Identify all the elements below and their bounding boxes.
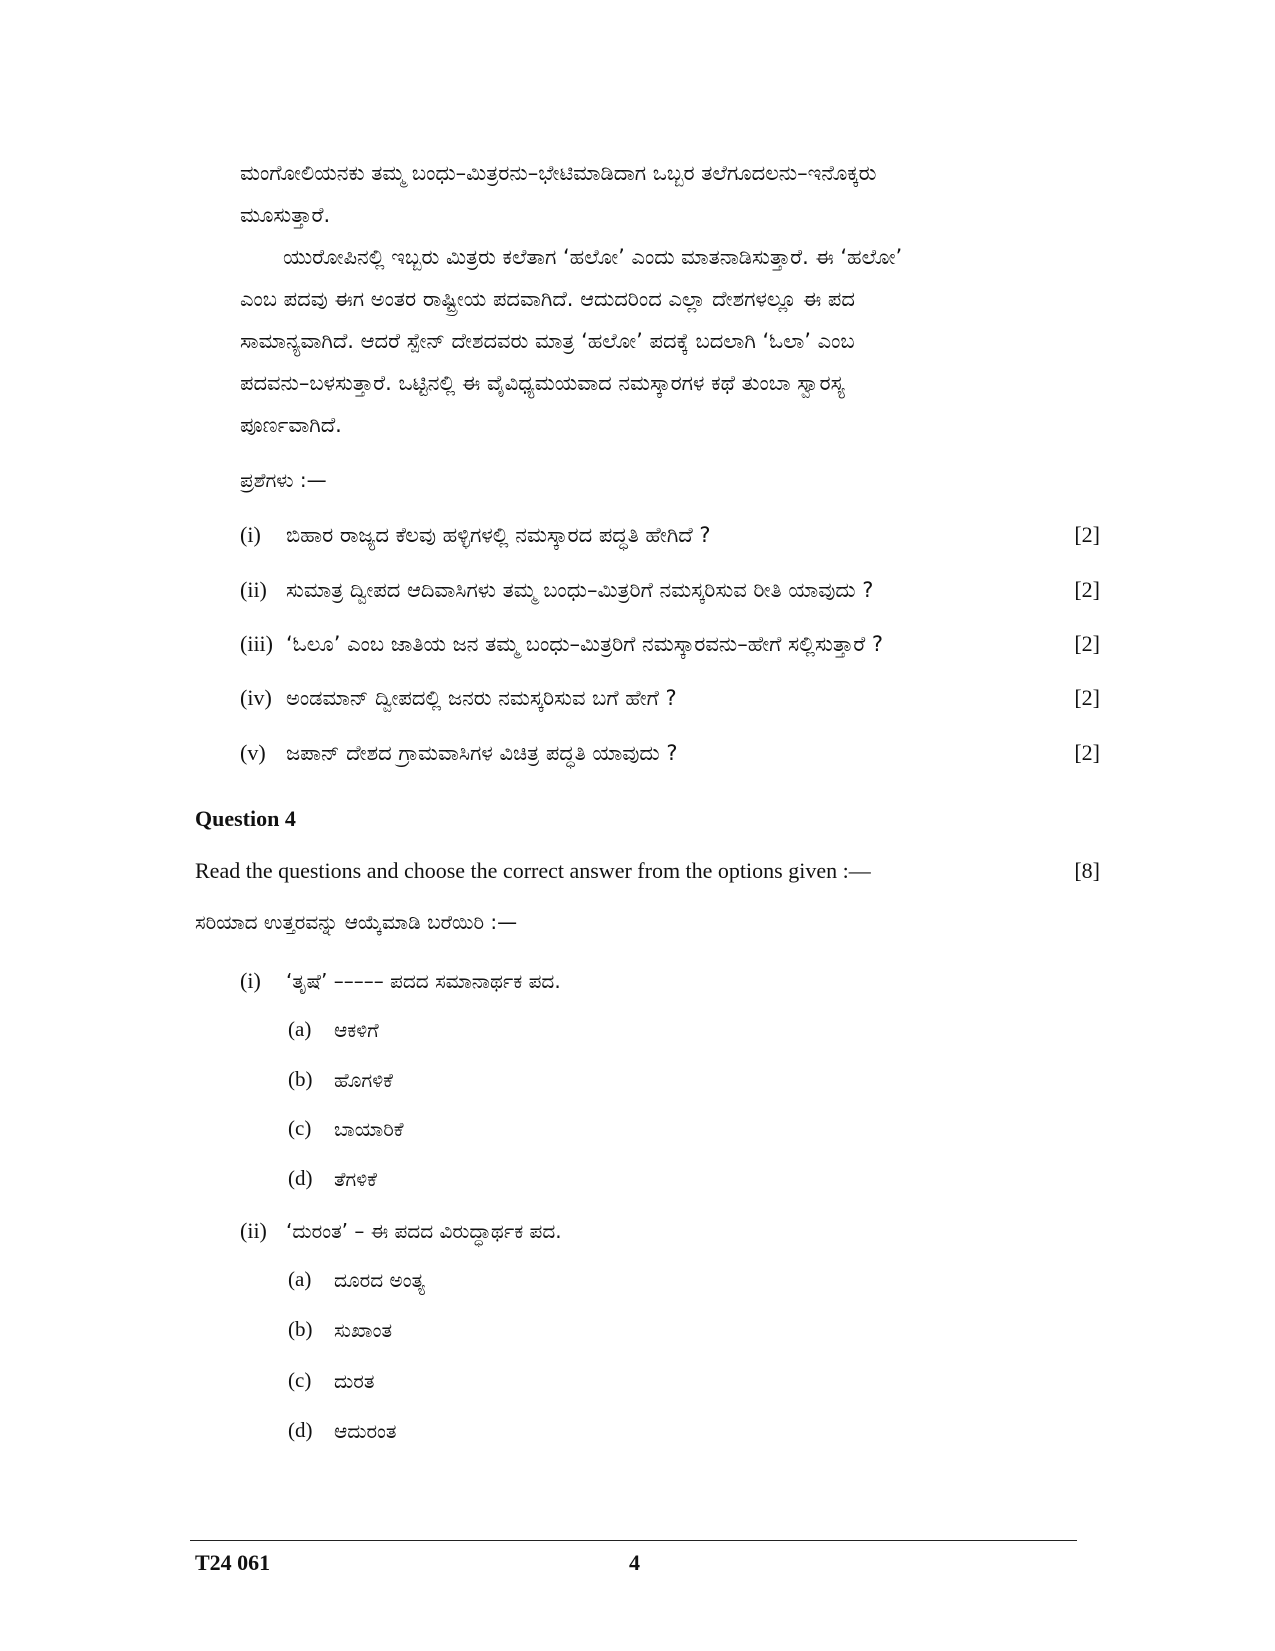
option-text: ಬಾಯಾರಿಕೆ [334,1117,404,1141]
passage-line-5: ಸಾಮಾನ್ಯವಾಗಿದೆ. ಆದರೆ ಸ್ಪೇನ್ ದೇಶದವರು ಮಾತ್ರ ‘ಹಲೋ’ ಪದಕ್ಕೆ ಬದಲಾಗಿ ‘ಓಲಾ’ ಎಂಬ [240,329,855,353]
option-label: (d) [288,1418,313,1442]
mcq-number: (i) [240,968,261,993]
passage-line-2: ಮೂಸುತ್ತಾರೆ. [240,203,331,227]
question-number: (v) [240,740,266,765]
mcq-number: (ii) [240,1218,267,1243]
question-4-heading: Question 4 [195,806,296,831]
mcq-question: ‘ದುರಂತ’ – ಈ ಪದದ ವಿರುದ್ಧಾರ್ಥಕ ಪದ. [286,1219,562,1243]
question-text: ಜಪಾನ್ ದೇಶದ ಗ್ರಾಮವಾಸಿಗಳ ವಿಚಿತ್ರ ಪದ್ಧತಿ ಯಾವುದು ? [286,741,678,765]
question-number: (ii) [240,577,267,602]
option-text: ಹೊಗಳಿಕೆ [334,1068,393,1092]
question-text: ‘ಓಲೂ’ ಎಂಬ ಜಾತಿಯ ಜನ ತಮ್ಮ ಬಂಧು–ಮಿತ್ರರಿಗೆ ನಮಸ್ಕಾರವನು–ಹೇಗೆ ಸಲ್ಲಿಸುತ್ತಾರೆ ? [286,632,883,656]
option-text: ಸುಖಾಂತ [334,1318,393,1342]
passage-line-3: ಯುರೋಪಿನಲ್ಲಿ ಇಬ್ಬರು ಮಿತ್ರರು ಕಲೆತಾಗ ‘ಹಲೋ’ ಎಂದು ಮಾತನಾಡಿಸುತ್ತಾರೆ. ಈ ‘ಹಲೋ’ [283,245,903,269]
option-text: ಆದುರಂತ [334,1419,397,1443]
option-label: (a) [288,1017,312,1041]
option-text: ಆಕಳಿಗೆ [334,1018,379,1042]
question-marks: [2] [1074,522,1100,547]
option-label: (c) [288,1116,312,1140]
question-number: (i) [240,522,261,547]
option-label: (b) [288,1317,313,1341]
passage-line-4: ಎಂಬ ಪದವು ಈಗ ಅಂತರ ರಾಷ್ಟ್ರೀಯ ಪದವಾಗಿದೆ. ಆದುದರಿಂದ ಎಲ್ಲಾ ದೇಶಗಳಲ್ಲೂ ಈ ಪದ [240,287,855,311]
option-label: (d) [288,1166,313,1190]
question-text: ಸುಮಾತ್ರ ದ್ವೀಪದ ಆದಿವಾಸಿಗಳು ತಮ್ಮ ಬಂಧು–ಮಿತ್ರರಿಗೆ ನಮಸ್ಕರಿಸುವ ರೀತಿ ಯಾವುದು ? [286,578,874,602]
question-4-marks: [8] [1074,858,1100,883]
question-marks: [2] [1074,577,1100,602]
question-text: ಅಂಡಮಾನ್ ದ್ವೀಪದಲ್ಲಿ ಜನರು ನಮಸ್ಕರಿಸುವ ಬಗೆ ಹೇಗೆ ? [286,686,677,710]
page-number: 4 [629,1550,640,1575]
option-label: (a) [288,1267,312,1291]
question-4-instruction: Read the questions and choose the correct answer from the options given :— [195,858,871,883]
footer-divider [190,1540,1077,1541]
paper-code: T24 061 [195,1550,271,1575]
question-number: (iii) [240,631,273,656]
question-marks: [2] [1074,631,1100,656]
question-4-instruction-kannada: ಸರಿಯಾದ ಉತ್ತರವನ್ನು ಆಯ್ಕೆಮಾಡಿ ಬರೆಯಿರಿ :— [195,910,518,934]
option-text: ದುರತ [334,1369,375,1393]
mcq-question: ‘ತೃಷೆ’ ––––– ಪದದ ಸಮಾನಾರ್ಥಕ ಪದ. [286,969,561,993]
passage-line-7: ಪೂರ್ಣವಾಗಿದೆ. [240,413,342,437]
option-label: (b) [288,1067,313,1091]
question-text: ಬಿಹಾರ ರಾಜ್ಯದ ಕೆಲವು ಹಳ್ಳಿಗಳಲ್ಲಿ ನಮಸ್ಕಾರದ ಪದ್ಧತಿ ಹೇಗಿದೆ ? [286,523,711,547]
option-text: ತೆಗಳಿಕೆ [334,1167,377,1191]
questions-heading: ಪ್ರಶೆಗಳು :— [240,468,327,492]
option-label: (c) [288,1368,312,1392]
question-marks: [2] [1074,685,1100,710]
option-text: ದೂರದ ಅಂತ್ಯ [334,1268,425,1292]
question-marks: [2] [1074,740,1100,765]
question-number: (iv) [240,685,272,710]
passage-line-6: ಪದವನು–ಬಳಸುತ್ತಾರೆ. ಒಟ್ಟಿನಲ್ಲಿ ಈ ವೈವಿಧ್ಯಮಯವಾದ ನಮಸ್ಕಾರಗಳ ಕಥೆ ತುಂಬಾ ಸ್ವಾರಸ್ಯ [240,371,845,395]
passage-line-1: ಮಂಗೋಲಿಯನಕು ತಮ್ಮ ಬಂಧು–ಮಿತ್ರರನು–ಭೇಟಿಮಾಡಿದಾಗ ಒಬ್ಬರ ತಲೆಗೂದಲನು–ಇನೊಕ್ಕರು [240,161,877,185]
